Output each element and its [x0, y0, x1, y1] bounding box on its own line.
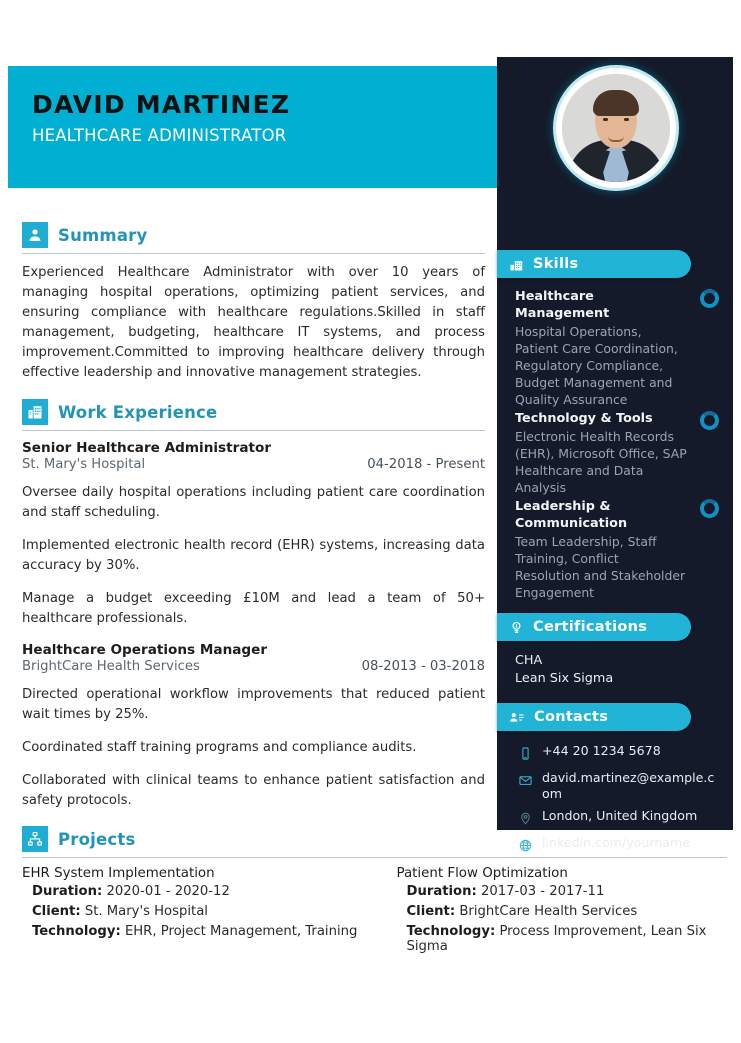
- skill-name: Healthcare Management: [515, 289, 610, 321]
- section-title-summary: Summary: [58, 225, 148, 245]
- section-title-skills: Skills: [533, 256, 579, 272]
- project-duration: [407, 884, 728, 899]
- main-content: [22, 222, 485, 824]
- job-entry: [22, 440, 485, 629]
- section-header-skills: [497, 250, 691, 278]
- contact-value-location: London, United Kingdom: [542, 808, 698, 823]
- section-header-summary: [22, 222, 485, 248]
- candidate-name: DAVID MARTINEZ: [32, 90, 291, 119]
- section-header-projects: [22, 826, 727, 852]
- skill-item: [515, 410, 721, 496]
- job-bullet: Manage a budget exceeding £10M and lead a team of 50+ healthcare professionals.: [22, 591, 485, 626]
- value-client: BrightCare Health Services: [459, 904, 638, 919]
- phone-icon: [519, 743, 533, 764]
- progress-ring-icon: [700, 499, 719, 518]
- sidebar-content: [497, 57, 733, 862]
- job-company: St. Mary's Hospital: [22, 457, 146, 472]
- section-header-certifications: [497, 613, 691, 641]
- section-title-certifications: Certifications: [533, 619, 648, 635]
- label-duration: Duration:: [32, 884, 103, 899]
- project-technology: [407, 924, 728, 954]
- job-dates: 04-2018 - Present: [367, 457, 485, 472]
- skill-item: [515, 498, 721, 601]
- certification-item: Lean Six Sigma: [515, 671, 614, 686]
- section-title-contacts: Contacts: [534, 709, 609, 725]
- project-duration: [32, 884, 375, 899]
- job-dates: 08-2013 - 03-2018: [361, 659, 485, 674]
- user-icon: [22, 222, 48, 248]
- contact-row-phone[interactable]: [519, 743, 721, 764]
- job-title: Senior Healthcare Administrator: [22, 440, 272, 456]
- section-title-work-experience: Work Experience: [58, 402, 218, 422]
- value-technology: Process Improvement, Lean Six Sigma: [406, 924, 707, 954]
- divider: [22, 430, 485, 431]
- summary-text: Experienced Healthcare Administrator with over 10 years of managing hospital operations, optimizing patient services, and ensuring compliance with healthcare regulations.Skilled in staff management, budgeting, healthcare IT systems, and process improvement.Committed to improving healthcare delivery through effective leadership and innovative management strategies.: [22, 265, 485, 380]
- skill-name: Leadership & Communication: [515, 499, 628, 531]
- value-client: St. Mary's Hospital: [84, 904, 208, 919]
- contact-row-email[interactable]: [519, 770, 721, 802]
- building-chart-icon: [22, 399, 48, 425]
- job-company: BrightCare Health Services: [22, 659, 200, 674]
- project-client: [32, 904, 375, 919]
- skill-name: Technology & Tools: [515, 411, 653, 426]
- project-card: [22, 866, 375, 959]
- job-bullet: Oversee daily hospital operations including patient care coordination and staff scheduling.: [22, 485, 485, 520]
- section-title-projects: Projects: [58, 829, 136, 849]
- skill-description: Electronic Health Records (EHR), Microsoft Office, SAP Healthcare and Data Analysis: [515, 429, 687, 495]
- contact-card-icon: [509, 710, 525, 725]
- divider: [22, 857, 727, 858]
- award-icon: [509, 620, 524, 635]
- sitemap-icon: [22, 826, 48, 852]
- contact-value-email: david.martinez@example.com: [542, 770, 715, 801]
- bar-chart-icon: [509, 257, 524, 272]
- projects-section: [22, 826, 727, 959]
- contact-value-phone: +44 20 1234 5678: [542, 743, 661, 758]
- project-client: [407, 904, 728, 919]
- job-title: Healthcare Operations Manager: [22, 642, 268, 658]
- label-technology: Technology:: [406, 924, 496, 939]
- skill-item: [515, 288, 721, 408]
- progress-ring-icon: [700, 411, 719, 430]
- header-banner: [8, 66, 497, 188]
- job-bullet: Directed operational workflow improvements that reduced patient wait times by 25%.: [22, 687, 485, 722]
- certifications-list: [497, 641, 733, 688]
- job-bullet: Implemented electronic health record (EHR) systems, increasing data accuracy by 30%.: [22, 538, 485, 573]
- label-technology: Technology:: [32, 924, 121, 939]
- project-card: [375, 866, 728, 959]
- job-meta: [22, 659, 485, 674]
- skills-list: [497, 278, 733, 601]
- job-entry: [22, 642, 485, 811]
- section-header-work-experience: [22, 399, 485, 425]
- label-client: Client:: [406, 904, 456, 919]
- value-duration: 2017-03 - 2017-11: [481, 884, 605, 899]
- skill-description: Hospital Operations, Patient Care Coordination, Regulatory Compliance, Budget Management and Quality Assurance: [515, 324, 678, 407]
- project-technology: [32, 924, 375, 939]
- label-client: Client:: [32, 904, 81, 919]
- job-bullet: Coordinated staff training programs and compliance audits.: [22, 740, 417, 755]
- job-bullet: Collaborated with clinical teams to enhance patient satisfaction and safety protocols.: [22, 773, 485, 808]
- project-name: Patient Flow Optimization: [396, 866, 568, 881]
- divider: [22, 253, 485, 254]
- value-duration: 2020-01 - 2020-12: [106, 884, 230, 899]
- projects-grid: [22, 866, 727, 959]
- job-meta: [22, 457, 485, 472]
- label-duration: Duration:: [406, 884, 477, 899]
- project-name: EHR System Implementation: [22, 866, 215, 881]
- section-header-contacts: [497, 703, 691, 731]
- skill-description: Team Leadership, Staff Training, Conflict Resolution and Stakeholder Engagement: [515, 534, 686, 600]
- progress-ring-icon: [700, 289, 719, 308]
- value-technology: EHR, Project Management, Training: [124, 924, 358, 939]
- contact-value-website: linkedin.com/yourname: [542, 835, 691, 850]
- email-icon: [519, 770, 533, 791]
- certification-item: CHA: [515, 653, 543, 668]
- candidate-role: HEALTHCARE ADMINISTRATOR: [32, 126, 287, 145]
